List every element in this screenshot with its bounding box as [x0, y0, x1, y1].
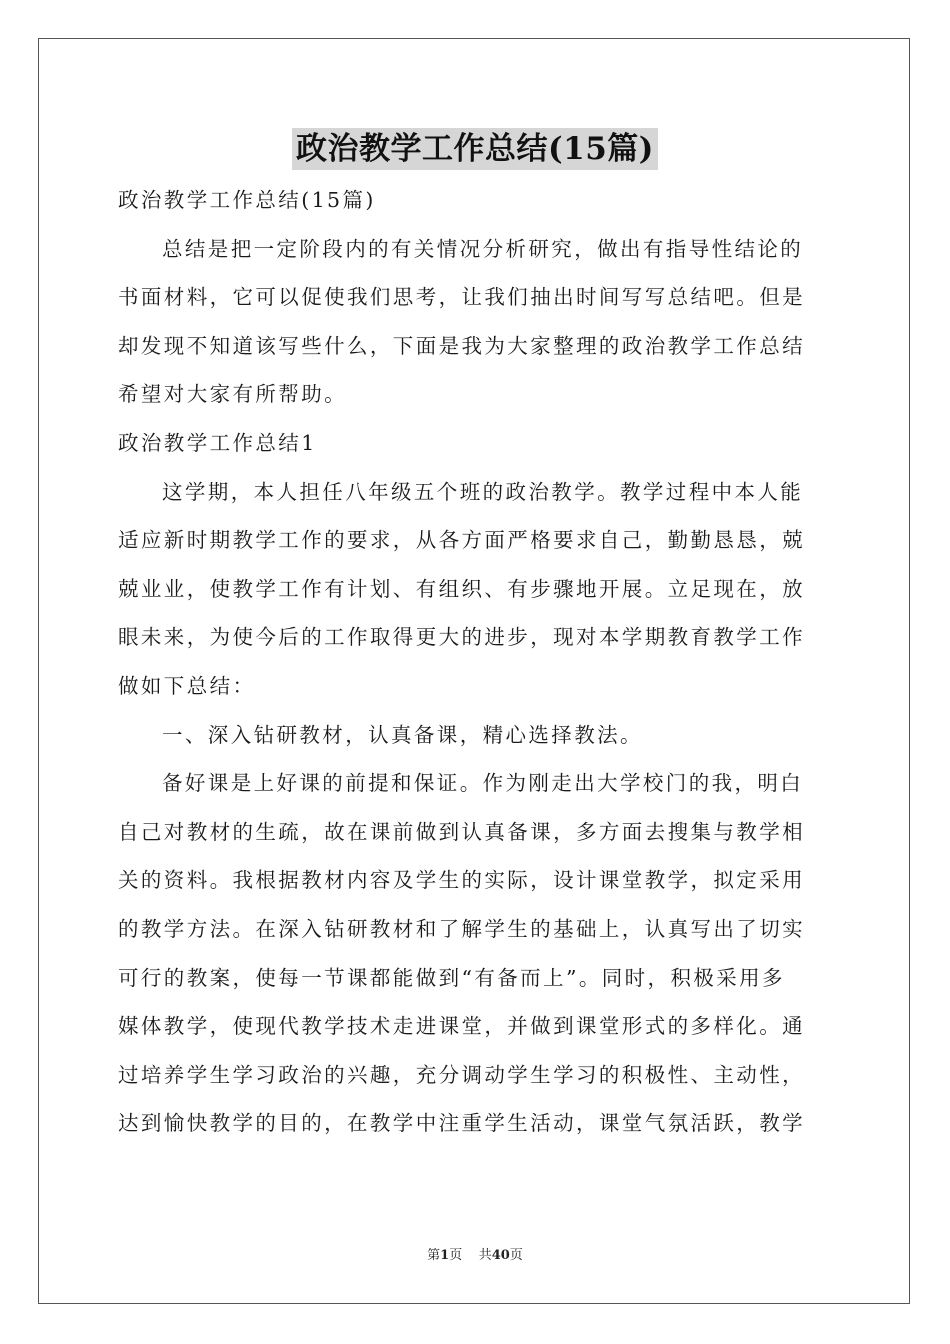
document-title-text: 政治教学工作总结(15篇): [292, 128, 658, 170]
footer-total-pages: 40: [491, 1248, 510, 1263]
page-footer: [0, 1244, 950, 1263]
text-line: 书面材料，它可以促使我们思考，让我们抽出时间写写总结吧。但是: [118, 285, 805, 310]
text-line: 却发现不知道该写些什么，下面是我为大家整理的政治教学工作总结: [118, 333, 805, 358]
footer-total-prefix: 共: [478, 1248, 492, 1263]
text-line: 做如下总结：: [118, 673, 256, 698]
text-line: 这学期，本人担任八年级五个班的政治教学。教学过程中本人能: [162, 479, 804, 504]
text-line: 过培养学生学习政治的兴趣，充分调动学生学习的积极性、主动性，: [118, 1062, 805, 1087]
footer-page-number: 1: [440, 1248, 450, 1263]
text-line: 政治教学工作总结(15篇): [118, 188, 376, 212]
text-line: 的教学方法。在深入钻研教材和了解学生的基础上，认真写出了切实: [118, 916, 805, 941]
text-line: 希望对大家有所帮助。: [118, 382, 347, 407]
text-line: 媒体教学，使现代教学技术走进课堂，并做到课堂形式的多样化。通: [118, 1014, 805, 1039]
text-line: 达到愉快教学的目的，在教学中注重学生活动，课堂气氛活跃，教学: [118, 1111, 805, 1136]
text-line: 可行的教案，使每一节课都能做到“有备而上”。同时，积极采用多: [118, 965, 785, 990]
text-line: 总结是把一定阶段内的有关情况分析研究，做出有指导性结论的: [162, 236, 804, 261]
document-body: [118, 176, 832, 1148]
text-line: 备好课是上好课的前提和保证。作为刚走出大学校门的我，明白: [162, 771, 804, 796]
text-line: 兢业业，使教学工作有计划、有组织、有步骤地开展。立足现在，放: [118, 576, 805, 601]
footer-page-suffix: 页: [449, 1248, 463, 1263]
text-line: 政治教学工作总结1: [118, 430, 317, 455]
text-line: 一、深入钻研教材，认真备课，精心选择教法。: [162, 722, 643, 747]
footer-total-suffix: 页: [509, 1248, 523, 1263]
text-line: 眼未来，为使今后的工作取得更大的进步，现对本学期教育教学工作: [118, 625, 805, 650]
text-line: 关的资料。我根据教材内容及学生的实际，设计课堂教学，拟定采用: [118, 868, 805, 893]
document-title: [0, 128, 950, 170]
text-line: 自己对教材的生疏，故在课前做到认真备课，多方面去搜集与教学相: [118, 819, 805, 844]
text-line: 适应新时期教学工作的要求，从各方面严格要求自己，勤勤恳恳，兢: [118, 528, 805, 553]
footer-page-prefix: 第: [427, 1248, 441, 1263]
